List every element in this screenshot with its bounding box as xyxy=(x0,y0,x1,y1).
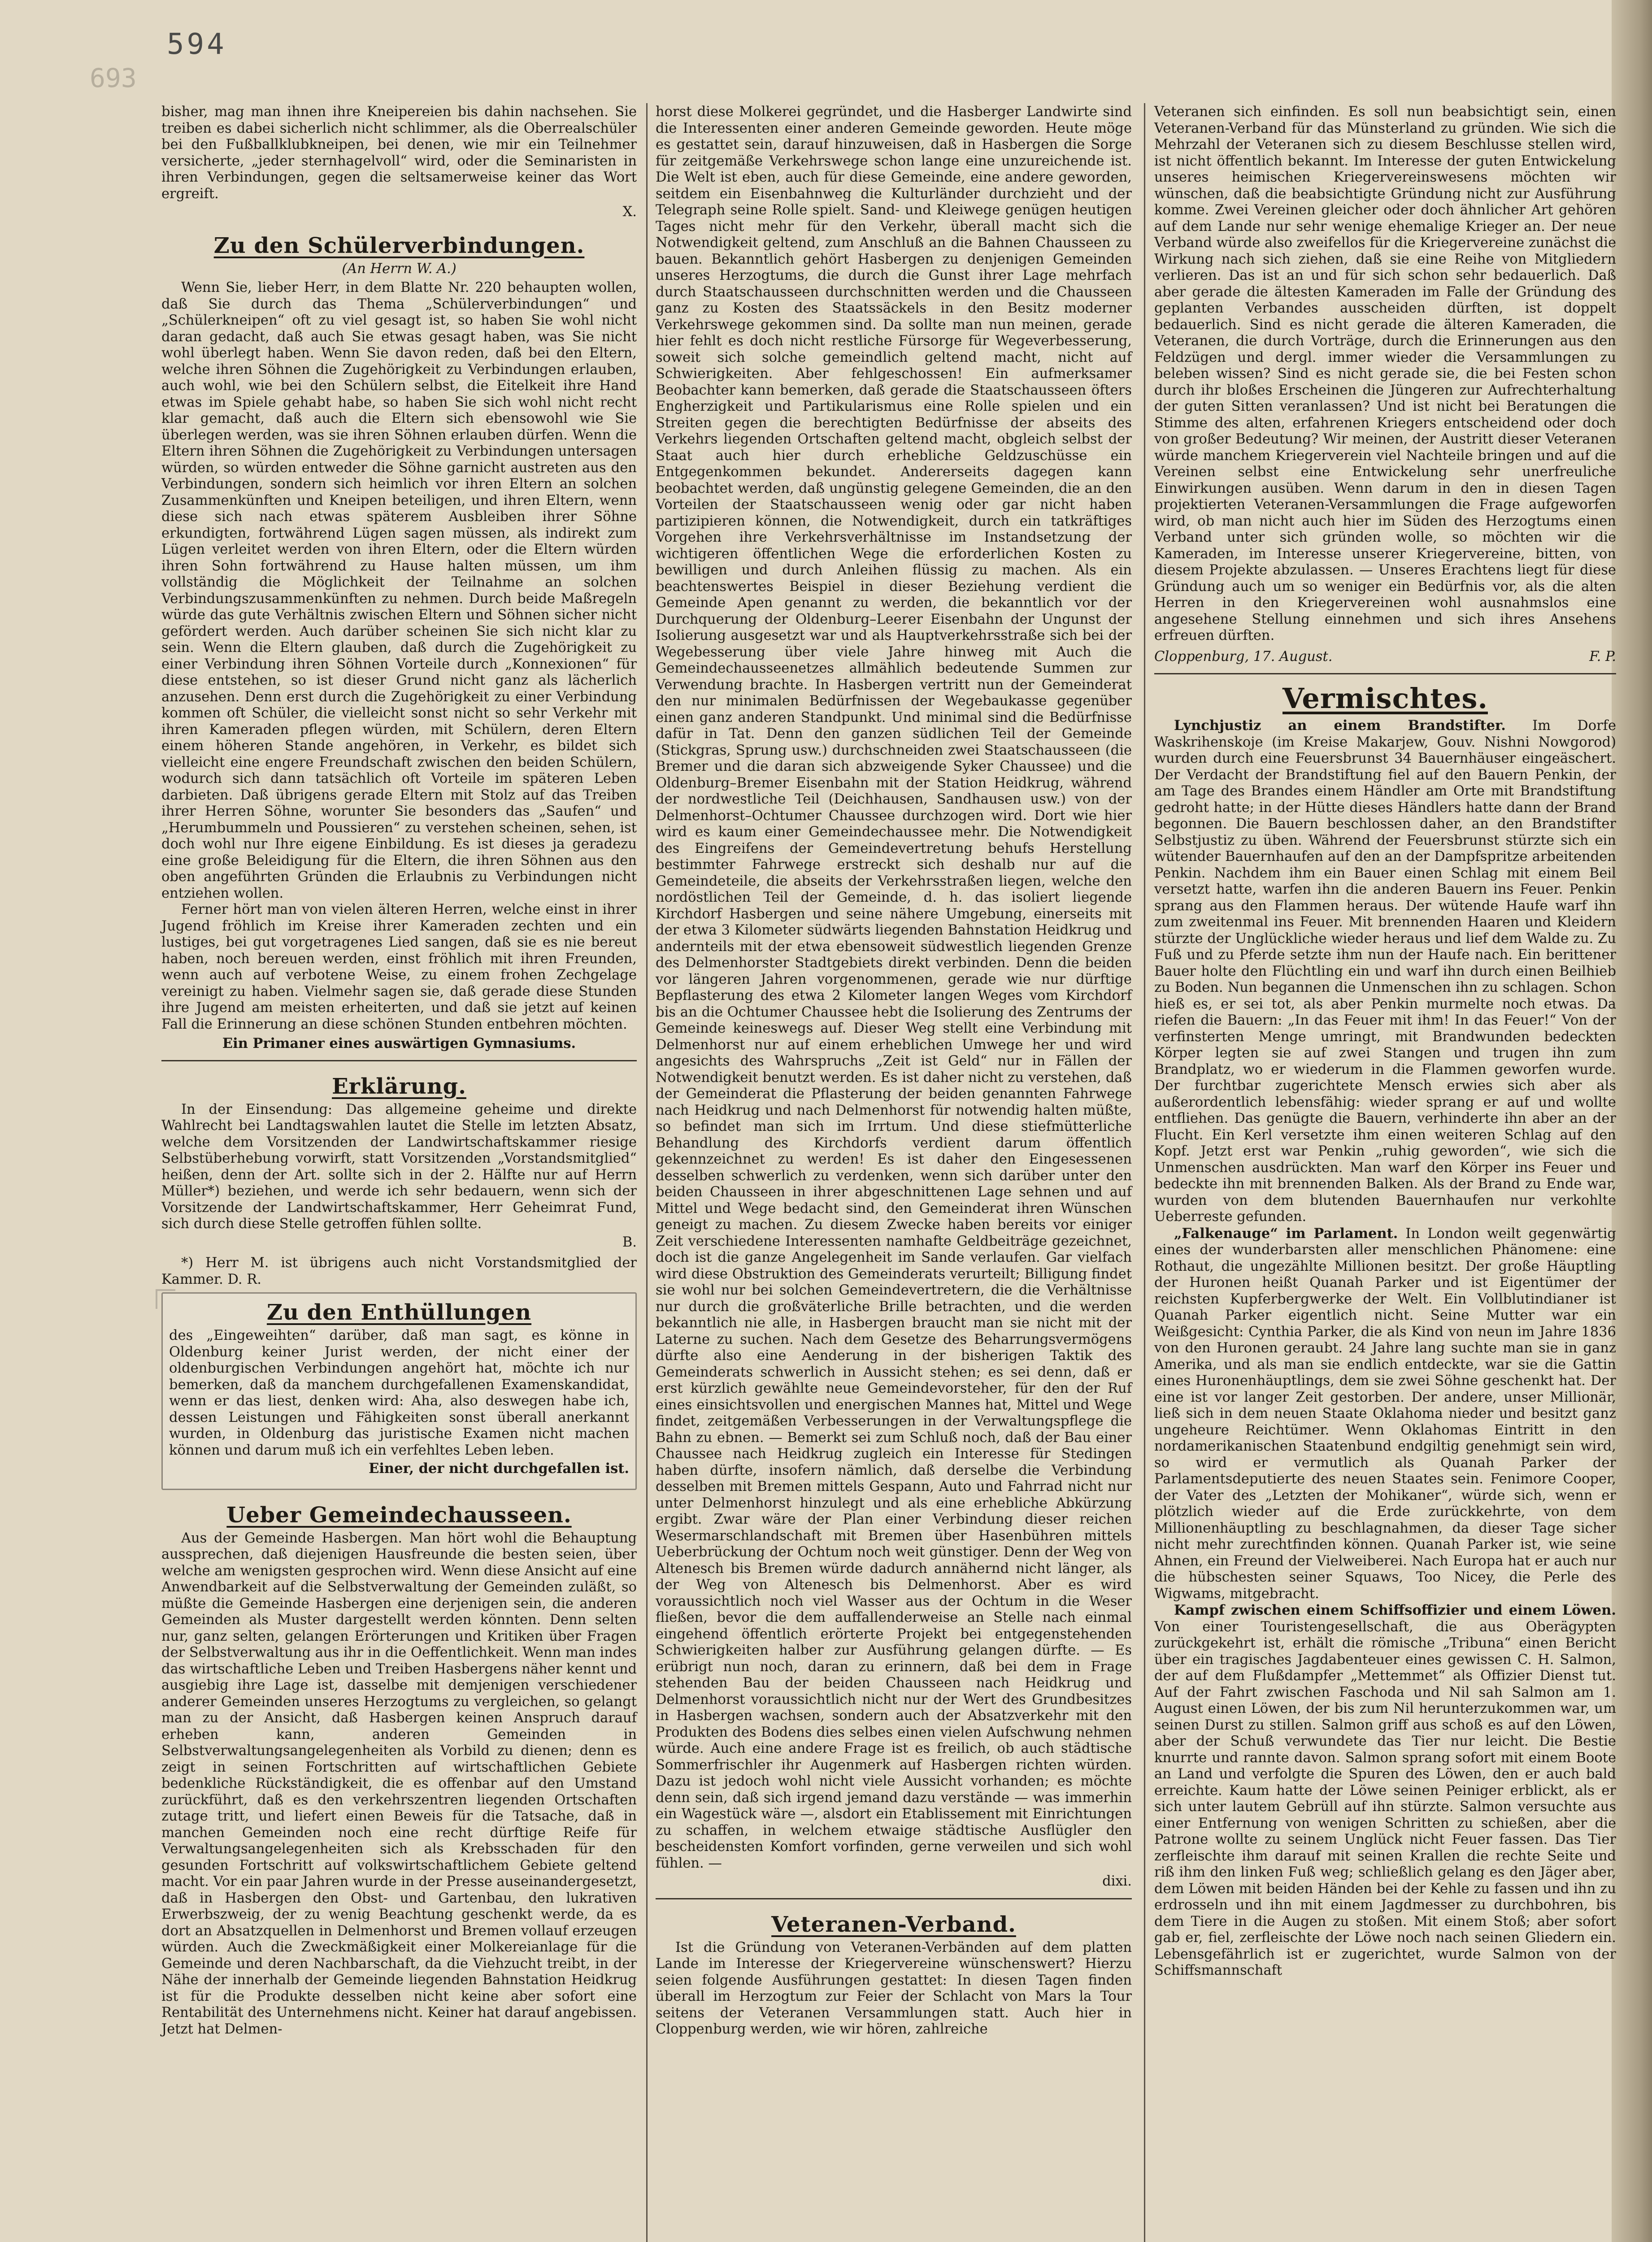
article-signature: B. xyxy=(622,1234,637,1250)
article-paragraph: des „Eingeweihten“ darüber, daß man sagt, es könne in Oldenburg keiner Jurist werden, der nicht einer der oldenburgischen Verbindungen angehört hat, möchte ich nur bemerken, daß da manchem durchgefallenen Examenskandidat, wenn er das liest, denken wird: Aha, also deswegen habe ich, dessen Leistungen und Fähigkeiten sonst überall anerkannt wurden, in Oldenburg das juristische Examen nicht machen können und darum muß ich ein verfehltes Leben leben. xyxy=(169,1328,629,1458)
column-1 xyxy=(161,104,637,2038)
news-item-lead: „Falkenauge“ im Parlament. xyxy=(1174,1225,1398,1242)
page-number: 594 xyxy=(167,28,227,61)
article-paragraph: horst diese Molkerei gegründet, und die Hasberger Landwirte sind die Interessenten einer anderen Gemeinde geworden. Heute möge es gestattet sein, darauf hinzuweisen, daß in Hasbergen die Sorge für zeitgemäße Verkehrswege schon lange eine unzureichende ist. Die Welt ist eben, auch für diese Gemeinde, eine andere geworden, seitdem ein Eisenbahnweg die Kulturländer durchzieht und der Telegraph seine Rolle spielt. Sand- und Kleiwege genügen heutigen Tages nicht mehr für den Verkehr, überall macht sich die Notwendigkeit geltend, zum Anschluß an die Bahnen Chausseen zu bauen. Bekanntlich gehört Hasbergen zu denjenigen Gemeinden unseres Herzogtums, die durch die Gunst ihrer Lage mehrfach durch Staatschausseen durchschnitten werden und die Chausseen ganz zu Kosten des Staatssäckels in den Besitz moderner Verkehrswege gekommen sind. Da sollte man nun meinen, gerade hier fehlt es doch nicht restliche Fürsorge für Wegeverbesserung, soweit sich solche gemeindlich geltend macht, nicht auf Schwierigkeiten. Aber fehlgeschossen! Ein aufmerksamer Beobachter kann bemerken, daß gerade die Staatschausseen öfters Engherzigkeit und Partikularismus eine Rolle spielen und ein Streiten gegen die berechtigten Bedürfnisse der abseits des Verkehrs liegenden Ortschaften geltend macht, obgleich selbst der Staat auch hier durch erhebliche Geldzuschüsse ein Entgegenkommen bekundet. Andererseits dagegen kann beobachtet werden, daß ungünstig gelegene Gemeinden, die an den Vorteilen der Staatschausseen wenig oder gar nicht haben partizipieren können, die Notwendigkeit, durch ein tatkräftiges Vorgehen ihre Verkehrsverhältnisse im Instandsetzung der wichtigeren öffentlichen Wege die erforderlichen Kosten zu bewilligen und durch Anleihen flüssig zu machen. Als ein beachtenswertes Beispiel in dieser Beziehung verdient die Gemeinde Apen genannt zu werden, die bekanntlich vor der Durchquerung der Oldenburg–Leerer Eisenbahn der Ungunst der Isolierung ausgesetzt war und als Hauptverkehrsstraße sich bei der Wegebesserung über viele Jahre hinweg mit Auch die Gemeindechausseenetzes allmählich bedeutende Summen zur Verwendung brachte. In Hasbergen vertritt nun der Gemeinderat den nur minimalen Bedürfnissen der Wegebaukasse gegenüber einen ganz anderen Standpunkt. Und minimal sind die Bedürfnisse dafür in Tat. Denn den ganzen südlichen Teil der Gemeinde (Stickgras, Sprung usw.) durchschneiden zwei Staatschausseen (die Bremer und die daran sich abzweigende Syker Chaussee) und die Oldenburg–Bremer Eisenbahn mit der Station Heidkrug, während der nordwestliche Teil (Deichhausen, Sandhausen usw.) von der Delmenhorst–Ochtumer Chaussee durchzogen wird. Dort wie hier wird es kaum einer Gemeindechaussee mehr. Die Notwendigkeit des Eingreifens der Gemeindevertretung behufs Herstellung bestimmter Fahrwege erstreckt sich deshalb nur auf die Gemeindeteile, die abseits der Verkehrsstraßen liegen, welche den nordöstlichen Teil der Gemeinde, d. h. das isoliert liegende Kirchdorf Hasbergen und seine nähere Umgebung, einerseits mit der etwa 3 Kilometer südwärts liegenden Bahnstation Heidkrug und andernteils mit der etwa ebensoweit südwestlich liegenden Grenze des Delmenhorster Stadtgebiets direkt verbinden. Denn die beiden vor längeren Jahren vorgenommenen, gerade wie nur dürftige Bepflasterung des etwa 2 Kilometer langen Weges vom Kirchdorf bis an die Ochtumer Chaussee hebt die Isolierung des Zentrums der Gemeinde keineswegs auf. Dieser Weg stellt eine Verbindung mit Delmenhorst nur auf einem erheblichen Umwege her und wird angesichts des Wahrspruchs „Zeit ist Geld“ nur in Fällen der Notwendigkeit benutzt werden. Es ist daher nicht zu verstehen, daß der Gemeinderat die Pflasterung der beiden genannten Fahrwege nach Heidkrug und nach Delmenhorst für notwendig halten müßte, so befindet man sich im Irrtum. Und diese stiefmütterliche Behandlung des Kirchdorfs verdient darum öffentlich gekennzeichnet zu werden! Es ist daher den Eingesessenen desselben schwerlich zu verdenken, wenn sich darüber unter den beiden Chausseen in ihrer abgeschnittenen Lage sehnen und auf Mittel und Wege bedacht sind, den Gemeinderat ihren Wünschen geneigt zu machen. Zu diesem Zwecke haben bereits vor einiger Zeit verschiedene Interessenten namhafte Geldbeiträge gezeichnet, doch ist die ganze Angelegenheit im Sande verlaufen. Gar vielfach wird diese Obstruktion des Gemeinderats verurteilt; Billigung findet sie wohl nur bei solchen Gemeindevertretern, die die Verhältnisse nur durch die großväterliche Brille betrachten, und die werden bekanntlich nie alle, in Hasbergen braucht man sie nicht mit der Laterne zu suchen. Nach dem Gesetze des Beharrungsvermögens dürfte also eine Aenderung in der bisherigen Taktik des Gemeinderats schwerlich in Aussicht stehen; es sei denn, daß er erst kürzlich gewählte neue Gemeindevorsteher, für den der Ruf eines einsichtsvollen und energischen Mannes hat, Mittel und Wege findet, zeitgemäßen Verbesserungen in der Verwaltungspflege die Bahn zu ebnen. — Bemerkt sei zum Schluß noch, daß der Bau einer Chaussee nach Heidkrug zugleich ein Interesse für Stedingen haben dürfte, insofern nämlich, daß derselbe die Verbindung desselben mit Bremen mittels Gespann, Auto und Fahrrad nicht nur unter Delmenhorst hinzulegt und als eine erhebliche Abkürzung ergibt. Zwar wäre der Plan einer Verbindung dieser reichen Wesermarschlandschaft mit Bremen über Hasenbühren mittels Ueberbrückung der Ochtum noch weit günstiger. Denn der Weg von Altenesch bis Bremen würde dadurch annähernd nicht länger, als der Weg von Altenesch bis Delmenhorst. Aber es wird voraussichtlich noch viel Wasser aus der Ochtum in die Weser fließen, bevor die dem auffallenderweise an Stelle nach einmal eingehend öffentlich erörterte Projekt bei entgegenstehenden Schwierigkeiten halber zur Ausführung gelangen dürfte. — Es erübrigt nun noch, daran zu erinnern, daß bei dem in Frage stehenden Bau der beiden Chausseen nach Heidkrug und Delmenhorst voraussichtlich nicht nur der Wert des Grundbesitzes in Hasbergen wachsen, sondern auch der Absatzverkehr mit den Produkten des Bodens dies selbes einen vielen Aufschwung nehmen würde. Auch eine andere Frage ist es freilich, ob auch städtische Sommerfrischler ihr Augenmerk auf Hasbergen richten würden. Dazu ist jedoch wohl nicht viele Aussicht vorhanden; es möchte denn sein, daß sich irgend jemand dazu verstände — was immerhin ein Wagestück wäre —, alsdort ein Etablissement mit Einrichtungen zu schaffen, in welchem etwaige städtische Ausflügler den bescheidensten Komfort vorfinden, gerne verweilen und sich wohl fühlen. — xyxy=(656,104,1132,1871)
column-3 xyxy=(1154,104,1616,1979)
article-paragraph: Aus der Gemeinde Hasbergen. Man hört wohl die Behauptung aussprechen, daß diejenigen Hausfreunde die besten seien, über welche am wenigsten gesprochen wird. Wenn diese Ansicht auf eine Anwendbarkeit auf die Selbstverwaltung der Gemeinden zuläßt, so müßte die Gemeinde Hasbergen eine derjenigen sein, die anderen Gemeinden als Muster dargestellt werden könnten. Denn selten nur, ganz selten, gelangen Erörterungen und Kritiken über Fragen der Selbstverwaltung aus ihr in die Oeffentlichkeit. Wenn man indes das wirtschaftliche Leben und Treiben Hasbergens näher kennt und ausgiebig ihre Lage ist, dasselbe mit demjenigen verschiedener anderer Gemeinden unseres Herzogtums zu vergleichen, so gelangt man zu der Ansicht, daß Hasbergen keinen Anspruch darauf erheben kann, anderen Gemeinden in Selbstverwaltungsangelegenheiten als Vorbild zu dienen; denn es zeigt in seinen Fortschritten auf wirtschaftlichen Gebiete bedenkliche Rückständigkeit, die es offenbar auf den Umstand zurückführt, daß es den verkehrszentren liegenden Ortschaften zutage tritt, und liefert einen Beweis für die Tatsache, daß in manchen Gemeinden noch eine recht dürftige Reife für Verwaltungsangelegenheiten sich als Krebsschaden für den gesunden Fortschritt auf volkswirtschaftlichem Gebiete geltend macht. Vor ein paar Jahren wurde in der Presse auseinandergesetzt, daß in Hasbergen den Obst- und Gartenbau, den lukrativen Erwerbszweig, der zu wenig Beachtung geschenkt werde, da es dort an Absatzquellen in Delmenhorst und Bremen vollauf erzeugen würden. Auch die Zweckmäßigkeit einer Molkereianlage für die Gemeinde und deren Nachbarschaft, da die Viehzucht treibt, in der Nähe der innerhalb der Gemeinde liegenden Bahnstation Heidkrug ist für die Produkte desselben nicht keine aber sofort eine Rentabilität des Unternehmens nicht. Keiner hat darauf angebissen. Jetzt hat Delmen- xyxy=(161,1530,637,2037)
column-rule-2 xyxy=(1144,103,1145,2242)
article-paragraph: Veteranen sich einfinden. Es soll nun beabsichtigt sein, einen Veteranen-Verband für das Münsterland zu gründen. Wie sich die Mehrzahl der Veteranen sich zu diesem Beschlusse stellen wird, ist nicht öffentlich bekannt. Im Interesse der guten Entwickelung unseres heimischen Kriegervereinswesens möchten wir wünschen, daß die beabsichtigte Gründung nicht zur Ausführung komme. Zwei Vereinen gleicher oder doch ähnlicher Art gehören auf dem Lande nur sehr wenige ehemalige Krieger an. Der neue Verband würde also zweifellos für die Kriegervereine zunächst die Wirkung nach sich ziehen, daß sie eine Reihe von Mitgliedern verlieren. Das ist an und für sich schon sehr bedauerlich. Daß aber gerade die ältesten Kameraden im Falle der Gründung des geplanten Verbandes ausscheiden dürften, ist doppelt bedauerlich. Sind es nicht gerade die älteren Kameraden, die Veteranen, die durch Vorträge, durch die Erinnerungen aus den Feldzügen und dergl. immer wieder die Versammlungen zu beleben wissen? Sind es nicht gerade sie, die bei Festen schon durch ihr bloßes Erscheinen die Jüngeren zur Aufrechterhaltung der guten Sitten veranlassen? Und ist nicht bei Beratungen die Stimme des alten, erfahrenen Kriegers entscheidend oder doch von großer Bedeutung? Wir meinen, der Austritt dieser Veteranen würde manchem Kriegerverein viel Nachteile bringen und auf die Vereinen selbst eine Entwickelung sehr unerfreuliche Einwirkungen ausüben. Wenn darum in den in diesen Tagen projektierten Veteranen-Versammlungen die Frage aufgeworfen wird, ob man nicht auch hier im Süden des Herzogtums einen Verband unter sich gründen wolle, so möchten wir die Kameraden, im Interesse unserer Kriegervereine, bitten, von diesem Projekte abzulassen. — Unseres Erachtens liegt für diese Gründung auch um so weniger ein Bedürfnis vor, als die alten Herren in den Kriegervereinen wohl ausnahmslos eine angesehene Stellung einnehmen und sich ihres Ansehens erfreuen dürften. xyxy=(1154,104,1617,643)
faint-page-number: 693 xyxy=(90,63,137,93)
news-item-text: Im Dorfe Waskrihenskoje (im Kreise Makarjew, Gouv. Nishni Nowgorod) wurden durch eine Feuersbrunst 34 Bauernhäuser eingeäschert. Der Verdacht der Brandstiftung fiel auf den Bauern Penkin, der am Tage des Brandes einem Händler am Orte mit Brandstiftung gedroht hatte; in der Hütte dieses Händlers hatte dann der Brand begonnen. Die Bauern beschlossen daher, an den Brandstifter Selbstjustiz zu üben. Während der Feuersbrunst stürzte sich ein wütender Bauernhaufen auf den an der Dampfspritze arbeitenden Penkin. Nachdem ihm ein Bauer einen Schlag mit einem Beil versetzt hatte, warfen ihn die anderen Bauern ins Feuer. Penkin sprang aus den Flammen heraus. Der wütende Haufe warf ihn zum zweitenmal ins Feuer. Mit brennenden Haaren und Kleidern stürzte der Unglückliche wieder heraus und lief dem Walde zu. Zu Fuß und zu Pferde setzte ihm nun der Haufe nach. Ein berittener Bauer holte den Flüchtling ein und warf ihn durch einen Beilhieb zu Boden. Nun begannen die Unmenschen ihn zu schlagen. Schon hieß es, er sei tot, als aber Penkin murmelte noch etwas. Da riefen die Bauern: „In das Feuer mit ihm! In das Feuer!“ Von der verfinsterten Menge umringt, mit Brandwunden bedeckten Körper legten sie auf zwei Stangen und trugen ihn zum Brandplatz, wo er wiederum in die Flammen geworfen wurde. Der furchtbar zugerichtete Mensch erwies sich aber als außerordentlich lebensfähig: wieder sprang er auf und wollte entfliehen. Das genügte die Bauern, verhinderte ihn aber an der Flucht. Ein Kerl versetzte ihm einen weiteren Schlag auf den Kopf. Jetzt erst war Penkin „ruhig geworden“, wie sich die Unmenschen ausdrückten. Man warf den Körper ins Feuer und bedeckte ihn mit brennenden Balken. Als der Brand zu Ende war, wurden von dem blutenden Bauernhaufen nur verkohlte Ueberreste gefunden. xyxy=(1154,718,1616,1225)
article-title-erklaerung: Erklärung. xyxy=(332,1073,466,1099)
article-subtitle: (An Herrn W. A.) xyxy=(342,261,456,277)
article-title-gemeindechausseen: Ueber Gemeindechausseen. xyxy=(226,1502,572,1528)
section-title-vermischtes: Vermischtes. xyxy=(1282,682,1488,715)
news-item xyxy=(1154,1602,1616,1979)
article-paragraph: Ferner hört man von vielen älteren Herren, welche einst in ihrer Jugend fröhlich im Kreise ihrer Kameraden zechten und ein lustiges, bei gut vorgetragenes Lied sangen, daß sie es nie bereut haben, noch bereuen werden, einst fröhlich mit ihren Freunden, wenn auch auf verbotene Weise, zu einem frohen Zechgelage vereinigt zu haben. Vielmehr sagen sie, daß gerade diese Stunden ihre Jugend am meisten erheiterten, und daß sie jetzt auf keinen Fall die Erinnerung an diese schönen Stunden entbehren möchten. xyxy=(161,902,637,1032)
news-item xyxy=(1154,717,1616,1225)
article-signature: dixi. xyxy=(1102,1873,1132,1889)
section-divider xyxy=(161,1060,637,1061)
dateline xyxy=(1154,649,1616,665)
footnote: *) Herr M. ist übrigens auch nicht Vorstandsmitglied der Kammer. D. R. xyxy=(161,1255,637,1287)
clipped-article-box xyxy=(161,1292,637,1490)
dateline-place: Cloppenburg, 17. August. xyxy=(1154,648,1333,665)
article-paragraph: In der Einsendung: Das allgemeine geheime und direkte Wahlrecht bei Landtagswahlen lautet die Stelle im letzten Absatz, welche dem Vorsitzenden der Landwirtschaftskammer riesige Selbstüberhebung vorwirft, statt Vorsitzenden „Vorstandsmitglied“ heißen, denn der Art. sollte sich in der 2. Hälfte nur auf Herrn Müller*) beziehen, und werde ich sehr bedauern, wenn sich der Vorsitzende der Landwirtschaftskammer, Herr Geheimrat Fund, sich durch diese Stelle getroffen fühlen sollte. xyxy=(161,1101,637,1232)
page-edge-shadow xyxy=(1612,0,1652,2242)
dateline-signature: F. P. xyxy=(1589,648,1616,665)
intro-paragraph: bisher, mag man ihnen ihre Kneipereien bis dahin nachsehen. Sie treiben es dabei sicherlich nicht schlimmer, als die Oberrealschüler bei den Fußballklubkneipen, bei denen, wie mir ein Teilnehmer versicherte, „jeder sternhagelvoll“ wird, oder die Seminaristen in ihren Verbindungen, gegen die seltsamerweise keiner das Wort ergreift. xyxy=(161,104,637,202)
news-item-text: Von einer Touristengesellschaft, die aus Oberägypten zurückgekehrt ist, erhält die römische „Tribuna“ einen Bericht über ein tragisches Jagdabenteuer eines gewissen C. H. Salmon, der auf dem Flußdampfer „Mettemmet“ als Offizier Dienst tut. Auf der Fahrt zwischen Faschoda und Nil sah Salmon am 1. August einen Löwen, der bis zum Nil herunterzukommen war, um seinen Durst zu stillen. Salmon griff aus schoß es auf den Löwen, aber der Schuß verwundete das Tier nur leicht. Die Bestie knurrte und rannte davon. Salmon sprang sofort mit einem Boote an Land und verfolgte die Spuren des Löwen, den er auch bald erreichte. Kaum hatte der Löwe seinen Peiniger erblickt, als er sich unter lautem Gebrüll auf ihn stürzte. Salmon versuchte aus einer Entfernung von wenigen Schritten zu schießen, aber die Patrone wollte zu seinem Unglück nicht Feuer fassen. Das Tier zerfleischte ihm darauf mit seinen Krallen die rechte Seite und riß ihm den linken Fuß weg; schließlich gelang es den Jäger aber, dem Löwen mit beiden Händen bei der Kehle zu fassen und ihn zu erdrosseln und ihn mit einem Jagdmesser zu durchbohren, bis dem Tiere in die Augen zu stoßen. Mit einem Stoß; aber sofort gab er, fiel, zerfleischte der Löwe noch nach seinen Gliedern ein. Lebensgefährlich ist er zugerichtet, wurde Salmon von der Schiffsmannschaft xyxy=(1154,1619,1616,1978)
column-2 xyxy=(656,104,1132,2038)
article-signature: Ein Primaner eines auswärtigen Gymnasiums. xyxy=(222,1035,576,1051)
article-paragraph: Wenn Sie, lieber Herr, in dem Blatte Nr. 220 behaupten wollen, daß Sie durch das Thema „Schülerverbindungen“ und „Schülerkneipen“ oft zu viel gesagt ist, so haben Sie wohl nicht daran gedacht, daß auch Sie etwas gesagt haben, was Sie nicht wohl überlegt haben. Wenn Sie davon reden, daß bei den Eltern, welche ihren Söhnen die Zugehörigkeit zu Verbindungen erlauben, auch wohl, wie bei den Schülern selbst, die Eitelkeit ihre Hand etwas im Spiele gehabt habe, so haben Sie sich wohl nicht recht klar gemacht, daß auch die Eltern sich ebensowohl wie Sie überlegen werden, was sie ihren Söhnen erlauben dürfen. Wenn die Eltern ihren Söhnen die Zugehörigkeit zu Verbindungen untersagen würden, so würden entweder die Söhne garnicht austreten aus den Verbindungen, sondern sich heimlich vor ihren Eltern an solchen Zusammenkünften und Kneipen beteiligen, und ihren Eltern, wenn diese sich nach etwas späterem Ausbleiben ihrer Söhne erkundigten, fortwährend Lügen sagen müssen, als indirekt zum Lügen verleitet werden von ihren Eltern, oder die Eltern würden ihren Sohn fortwährend zu Hause halten müssen, um ihm vollständig die Möglichkeit der Teilnahme an solchen Verbindungszusammenkünften zu nehmen. Durch beide Maßregeln würde das gute Verhältnis zwischen Eltern und Söhnen sicher nicht gefördert werden. Auch darüber scheinen Sie sich nicht klar zu sein. Wenn die Eltern glauben, daß durch die Zugehörigkeit zu einer Verbindung ihren Söhnen Vorteile durch „Konnexionen“ für diese entstehen, so ist dieser Grund nicht ganz als lächerlich anzusehen. Denn erst durch die Zugehörigkeit zu einer Verbindung kommen oft Schüler, die vielleicht sonst nicht so sehr Verkehr mit ihren Kameraden pflegen würden, mit Schülern, deren Eltern einem höheren Stande angehören, in Verkehr, es bildet sich vielleicht eine engere Freundschaft zwischen den beiden Schülern, wodurch sich dann tatsächlich oft Vorteile im späteren Leben darbieten. Daß übrigens gerade Eltern mit Stolz auf das Treiben ihrer Herren Söhne, worunter Sie besonders das „Saufen“ und „Herumbummeln und Poussieren“ zu verstehen scheinen, sehen, ist doch wohl nur Ihre eigene Einbildung. Es ist dieses ja geradezu eine große Beleidigung für die Eltern, die ihren Söhnen aus den oben angeführten Gründen die Erlaubnis zu Verbindungen nicht entziehen wollen. xyxy=(161,280,637,901)
article-signature: Einer, der nicht durchgefallen ist. xyxy=(369,1460,629,1477)
column-rule-1 xyxy=(646,103,648,2242)
news-item-text: In London weilt gegenwärtig eines der wunderbarsten aller menschlichen Phänomene: eine Rothaut, die ungezählte Millionen besitzt. Der große Häuptling der Huronen heißt Quanah Parker und ist Eigentümer der reichsten Kupferbergwerke der Welt. Ein Vollblutindianer ist Quanah Parker eigentlich nicht. Seine Mutter war ein Weißgesicht: Cynthia Parker, die als Kind von neun im Jahre 1836 von den Huronen geraubt. 24 Jahre lang suchte man sie in ganz Amerika, und als man sie endlich entdeckte, war sie die Gattin eines Huronenhäuptlings, dem sie zwei Söhne geschenkt hat. Der eine ist vor langer Zeit gestorben. Der andere, unser Millionär, ließ sich in dem neuen Staate Oklahoma nieder und besitzt ganz ungeheure Reichtümer. Wenn Oklahomas Eintritt in den nordamerikanischen Staatenbund endgiltig genehmigt sein wird, so wird er vermutlich als Quanah Parker der Parlamentsdeputierte des neuen Staates sein. Fenimore Cooper, der Vater des „Letzten der Mohikaner“, würde sich, wenn er plötzlich wieder auf die Erde zurückkehrte, von dem Millionenhäuptling zu beschlagnahmen, da dieser Tage sicher nicht mehr zurechtfinden können. Quanah Parker ist, wie seine Ahnen, ein Freund der Vielweiberei. Nach Europa hat er auch nur die hübschesten seiner Squaws, Too Nicey, die Perle des Wigwams, mitgebracht. xyxy=(1154,1225,1616,1602)
article-title-schuelerverbindungen: Zu den Schülerverbindungen. xyxy=(213,233,585,258)
news-item xyxy=(1154,1225,1616,1603)
section-divider xyxy=(656,1898,1132,1899)
article-title-veteranen-verband: Veteranen-Verband. xyxy=(771,1912,1016,1937)
section-divider xyxy=(1154,673,1616,674)
article-paragraph: Ist die Gründung von Veteranen-Verbänden auf dem platten Lande im Interesse der Kriegervereine wünschenswert? Hierzu seien folgende Ausführungen gestattet: In diesen Tagen finden überall im Herzogtum zur Feier der Schlacht von Mars la Tour seitens der Veteranen Versammlungen statt. Auch hier in Cloppenburg werden, wie wir hören, zahlreiche xyxy=(656,1939,1132,2037)
news-item-lead: Lynchjustiz an einem Brandstifter. xyxy=(1174,717,1506,734)
article-title-enthuellungen: Zu den Enthüllungen xyxy=(266,1300,532,1325)
news-item-lead: Kampf zwischen einem Schiffsoffizier und einem Löwen. xyxy=(1174,1602,1616,1618)
intro-signature: X. xyxy=(622,204,637,220)
